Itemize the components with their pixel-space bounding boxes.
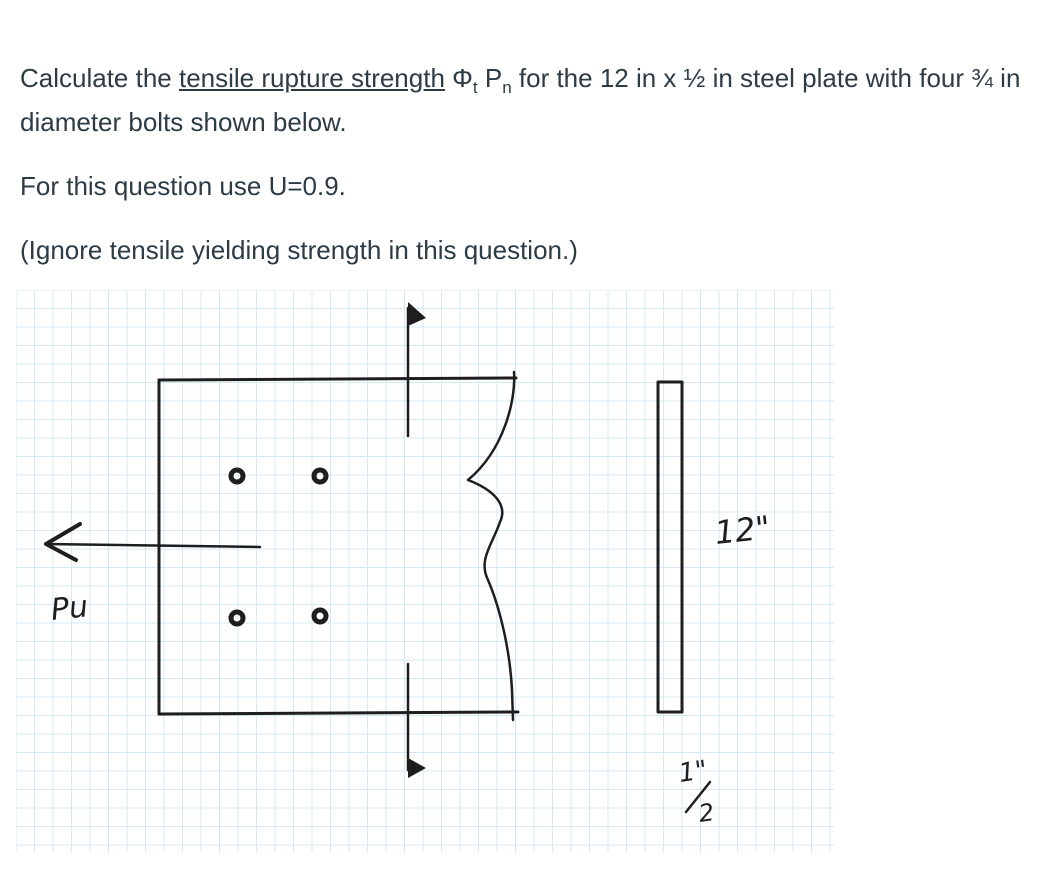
question-text (20, 56, 1030, 272)
phi-subscript: t (472, 78, 478, 97)
width-dimension-label: 12" (712, 508, 772, 552)
tensile-rupture-link[interactable]: tensile rupture strength (178, 63, 445, 93)
plate-top-edge (159, 378, 516, 380)
statement-text-end: for the 12 in x ½ in steel plate with four ¾ in diameter bolts shown below. (20, 63, 1021, 137)
p-subscript: n (502, 78, 512, 97)
plate-bottom-edge (159, 712, 518, 714)
steel-plate-sketch (16, 290, 834, 852)
thickness-dimension-denominator: 2 (696, 798, 716, 828)
p-symbol: P (477, 63, 503, 93)
question-instruction-ignore: (Ignore tensile yielding strength in this question.) (20, 235, 578, 265)
question-instruction-u: For this question use U=0.9. (20, 171, 346, 201)
load-label: Pu (49, 589, 90, 628)
thickness-dimension-numerator: 1" (676, 755, 710, 789)
statement-text-start: Calculate the (20, 63, 179, 93)
phi-symbol: Φ (444, 63, 473, 93)
question-statement (20, 56, 1030, 144)
